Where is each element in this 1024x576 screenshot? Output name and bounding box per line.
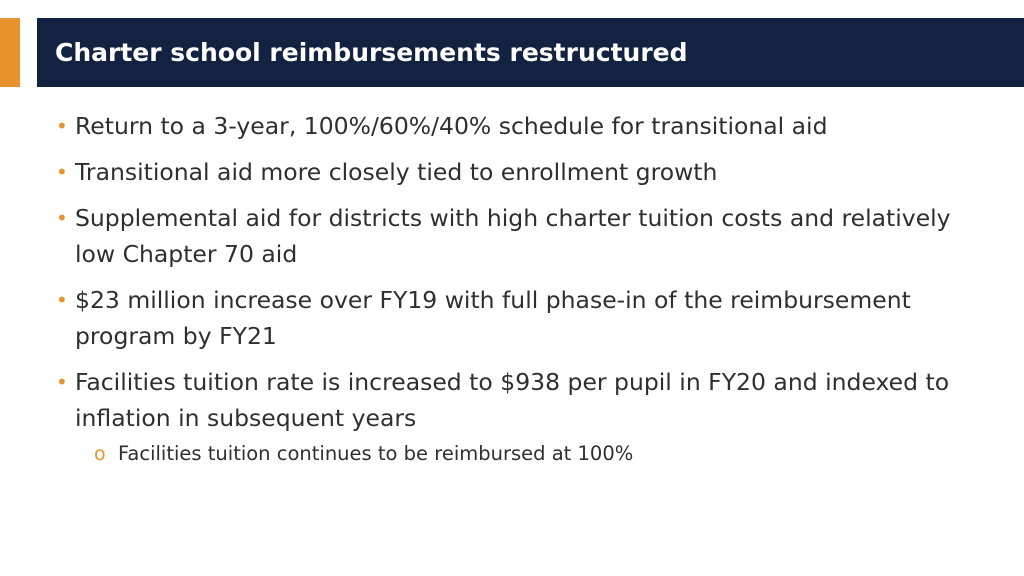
title-accent-bar <box>0 18 20 87</box>
title-band <box>37 18 1024 87</box>
bullet-text: Facilities tuition rate is increased to $938 per pupil in FY20 and indexed to inflation in subsequent years <box>75 368 950 432</box>
sub-bullet-text: Facilities tuition continues to be reimbursed at 100% <box>118 442 634 465</box>
bullet-text: Supplemental aid for districts with high charter tuition costs and relatively low Chapter 70 aid <box>75 204 951 268</box>
sub-bullet-marker-icon: o <box>94 443 106 465</box>
bullet-marker-icon: • <box>56 206 68 230</box>
sub-bullet-item <box>56 440 996 468</box>
bullet-item <box>56 108 996 144</box>
bullet-text: Return to a 3-year, 100%/60%/40% schedule for transitional aid <box>75 112 828 140</box>
bullet-marker-icon: • <box>56 114 68 138</box>
bullet-marker-icon: • <box>56 160 68 184</box>
slide-title: Charter school reimbursements restructured <box>55 38 688 67</box>
bullet-marker-icon: • <box>56 370 68 394</box>
bullet-list <box>56 108 996 468</box>
bullet-item <box>56 282 996 354</box>
bullet-item <box>56 364 996 436</box>
bullet-text: Transitional aid more closely tied to enrollment growth <box>75 158 718 186</box>
bullet-text: $23 million increase over FY19 with full phase-in of the reimbursement program by FY21 <box>75 286 911 350</box>
bullet-item <box>56 200 996 272</box>
bullet-item <box>56 154 996 190</box>
bullet-marker-icon: • <box>56 288 68 312</box>
